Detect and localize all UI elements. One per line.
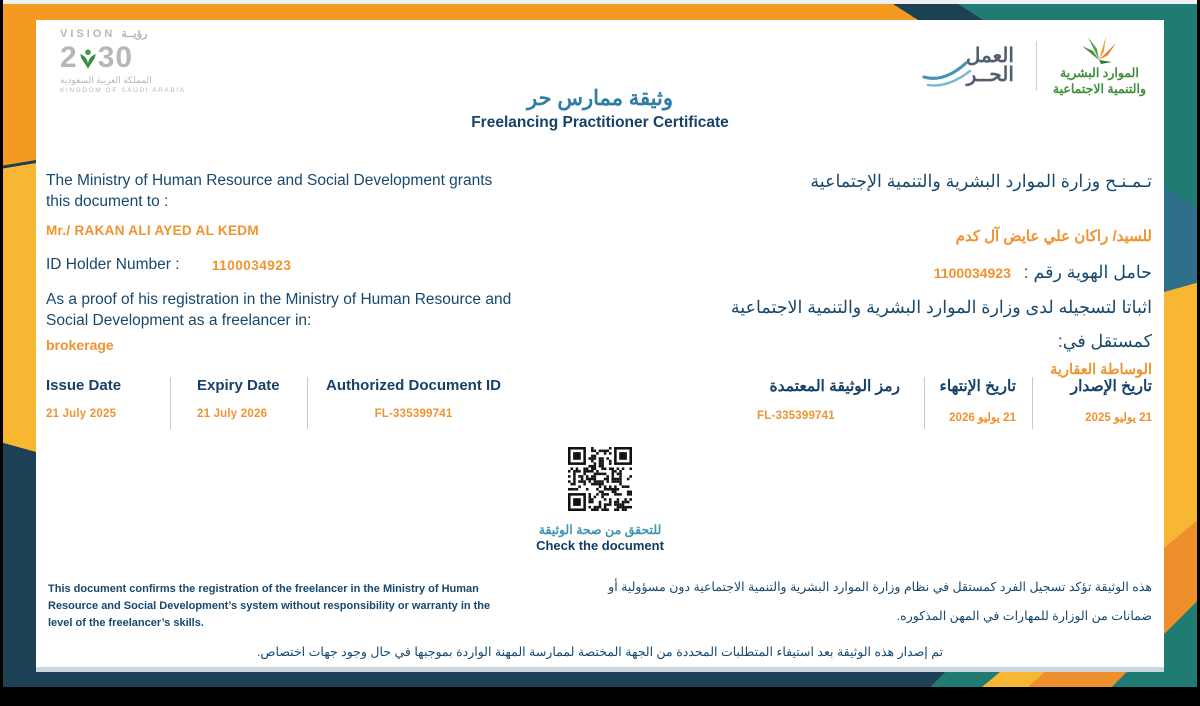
expiry-date-col-ar <box>925 377 1033 429</box>
issue-date-col-en <box>46 377 170 429</box>
id-value-en: 1100034923 <box>212 258 292 273</box>
certificate-title-arabic: وثيقة ممارس حر <box>526 87 673 110</box>
document-id-label-ar: رمز الوثيقة المعتمدة <box>769 378 900 395</box>
id-label-ar: حامل الهوية رقم : <box>1023 262 1152 282</box>
certificate-title-english: Freelancing Practitioner Certificate <box>471 114 729 131</box>
vision-kingdom-ar: المملكة العربية السعودية <box>60 75 152 86</box>
title-block <box>36 86 1164 132</box>
issue-date-label-en: Issue Date <box>46 377 122 394</box>
qr-verification-block <box>536 447 664 553</box>
expiry-date-label-ar: تاريخ الإنتهاء <box>939 378 1016 395</box>
dates-table-ar <box>757 377 1152 429</box>
ministry-star-icon <box>1080 34 1118 66</box>
document-id-col-ar <box>757 377 925 429</box>
issue-date-col-ar <box>1033 377 1152 429</box>
issuance-note-ar: تم إصدار هذه الوثيقة بعد استيفاء المتطلبات المحددة من الجهة المختصة لممارسة المهنة الواردة بموجبها في حال وجود جهات اختصاص. <box>256 645 944 659</box>
freelance-logo-line1: العمل <box>965 44 1014 67</box>
proof-text-en: As a proof of his registration in the Ministry of Human Resource and Social Development as a freelancer in: <box>46 291 512 330</box>
check-document-en: Check the document <box>536 538 664 553</box>
document-id-value-ar: FL-335399741 <box>757 410 835 422</box>
dates-table-en <box>46 377 519 429</box>
id-label-en: ID Holder Number : <box>46 256 180 273</box>
freelance-swoosh-icon <box>920 51 980 91</box>
profession-en: brokerage <box>46 337 114 353</box>
disclaimer-en: This document confirms the registration of the freelancer in the Ministry of Human Resource and Social Development’s system without responsibility or warranty in the level of the freelancer’s skills. <box>48 583 491 630</box>
saudi-palm-emblem-icon <box>79 47 97 71</box>
disclaimer-ar: هذه الوثيقة تؤكد تسجيل الفرد كمستقل في نظام وزارة الموارد البشرية والتنمية الاجتماعية دون مسؤولية أو ضمانات من الوزارة للمهارات في المهن المذكوره. <box>608 580 1152 624</box>
holder-name-en: Mr./ RAKAN ALI AYED AL KEDM <box>46 223 259 238</box>
holder-name-ar: للسيد/ راكان علي عايض آل كدم <box>955 228 1152 245</box>
vision-2030-logo <box>60 28 186 94</box>
expiry-date-value-en: 21 July 2026 <box>197 408 268 420</box>
check-document-ar: للتحقق من صحة الوثيقة <box>538 523 662 537</box>
ministry-name-line2: والتنمية الاجتماعية <box>1052 81 1146 96</box>
profession-ar: الوساطة العقارية <box>1050 362 1152 378</box>
logo-separator <box>1036 41 1037 91</box>
document-id-label-en: Authorized Document ID <box>326 377 501 394</box>
vision-wordmark: VISION رؤيــة <box>60 28 148 40</box>
as-freelancer-ar: كمستقل في: <box>1057 331 1152 351</box>
issue-date-value-ar: 21 يوليو 2025 <box>1085 412 1152 424</box>
id-value-ar: 1100034923 <box>933 265 1011 281</box>
document-id-col-en <box>307 377 519 429</box>
qr-code <box>568 447 632 511</box>
freelance-logo-line2: الحــر <box>966 63 1014 86</box>
issue-date-label-ar: تاريخ الإصدار <box>1070 378 1152 395</box>
proof-text-ar: اثباتا لتسجيله لدى وزارة الموارد البشرية والتنمية الاجتماعية <box>730 297 1152 317</box>
certificate-panel <box>36 20 1164 672</box>
grant-text-en: The Ministry of Human Resource and Social Development grants this document to : <box>46 172 493 211</box>
expiry-date-label-en: Expiry Date <box>197 377 280 394</box>
vision-kingdom-en: KINGDOM OF SAUDI ARABIA <box>60 86 186 94</box>
expiry-date-col-en <box>170 377 307 429</box>
ministry-name-line1: الموارد البشرية <box>1060 66 1139 80</box>
issue-date-value-en: 21 July 2025 <box>46 408 117 420</box>
expiry-date-value-ar: 21 يوليو 2026 <box>949 412 1016 424</box>
grant-text-ar: تـمـنـح وزارة الموارد البشرية والتنمية الإجتماعية <box>810 171 1152 191</box>
document-id-value-en: FL-335399741 <box>374 408 453 420</box>
id-line-ar <box>934 262 1152 283</box>
vision-year: 2 30 <box>60 41 134 75</box>
freelance-work-logo <box>965 44 1020 86</box>
